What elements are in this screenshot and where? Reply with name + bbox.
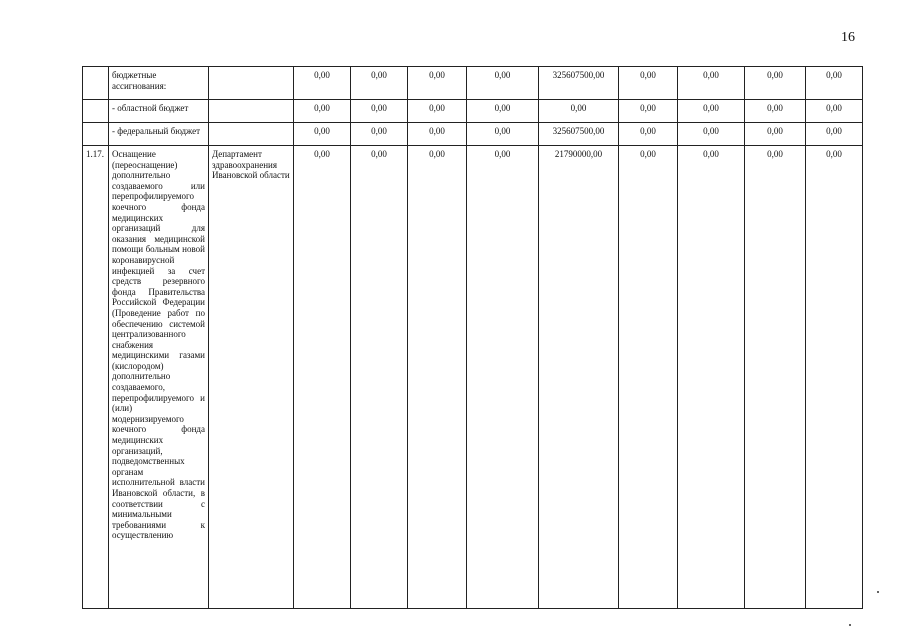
table-row (83, 100, 863, 123)
value-cell: 0,00 (806, 67, 863, 100)
table-row (83, 67, 863, 100)
value-cell: 0,00 (745, 146, 806, 609)
row-name: бюджетные ассигнования: (109, 67, 209, 100)
row-number (83, 100, 109, 123)
value-cell: 325607500,00 (539, 123, 619, 146)
row-number (83, 123, 109, 146)
value-cell: 0,00 (619, 146, 678, 609)
value-cell: 0,00 (467, 100, 539, 123)
value-cell: 0,00 (619, 123, 678, 146)
row-executor (209, 100, 294, 123)
value-cell: 0,00 (745, 67, 806, 100)
value-cell: 325607500,00 (539, 67, 619, 100)
value-cell: 0,00 (678, 100, 745, 123)
value-cell: 0,00 (408, 123, 467, 146)
value-cell: 0,00 (351, 67, 408, 100)
row-name: - федеральный бюджет (109, 123, 209, 146)
value-cell: 0,00 (467, 67, 539, 100)
value-cell: 0,00 (294, 100, 351, 123)
value-cell: 0,00 (745, 123, 806, 146)
value-cell: 0,00 (351, 123, 408, 146)
value-cell: 0,00 (351, 146, 408, 609)
value-cell: 0,00 (806, 146, 863, 609)
row-number (83, 67, 109, 100)
value-cell: 0,00 (678, 123, 745, 146)
value-cell: 0,00 (806, 123, 863, 146)
value-cell: 0,00 (619, 67, 678, 100)
row-executor (209, 67, 294, 100)
scan-speck (849, 624, 851, 626)
value-cell: 0,00 (408, 100, 467, 123)
value-cell: 0,00 (294, 146, 351, 609)
value-cell: 0,00 (408, 146, 467, 609)
row-number: 1.17. (83, 146, 109, 609)
table-row (83, 123, 863, 146)
value-cell: 0,00 (294, 67, 351, 100)
value-cell: 0,00 (745, 100, 806, 123)
row-name: Оснащение (переоснащение) дополнительно создаваемого или перепрофилируемого коечного фонда медицинских организаций для оказания медицинской помощи больным новой коронавирусной инфекцией за счет средств резервного фонда Правительства Российской Федерации (Проведение работ по обеспечению системой централизованного снабжения медицинскими газами (кислородом) дополнительно создаваемого, перепрофилируемого и (или) модернизируемого коечного фонда медицинских организаций, подведомственных органам исполнительной власти Ивановской области, в соответствии с минимальными требованиями к осуществлению (109, 146, 209, 609)
row-executor (209, 123, 294, 146)
value-cell: 21790000,00 (539, 146, 619, 609)
value-cell: 0,00 (467, 123, 539, 146)
page-number: 16 (841, 30, 855, 45)
row-executor: Департамент здравоохранения Ивановской области (209, 146, 294, 609)
budget-table (82, 66, 863, 609)
row-name: - областной бюджет (109, 100, 209, 123)
value-cell: 0,00 (408, 67, 467, 100)
scan-speck (877, 591, 879, 593)
value-cell: 0,00 (539, 100, 619, 123)
value-cell: 0,00 (678, 146, 745, 609)
value-cell: 0,00 (467, 146, 539, 609)
value-cell: 0,00 (806, 100, 863, 123)
value-cell: 0,00 (619, 100, 678, 123)
value-cell: 0,00 (351, 100, 408, 123)
table-row (83, 146, 863, 609)
value-cell: 0,00 (678, 67, 745, 100)
value-cell: 0,00 (294, 123, 351, 146)
